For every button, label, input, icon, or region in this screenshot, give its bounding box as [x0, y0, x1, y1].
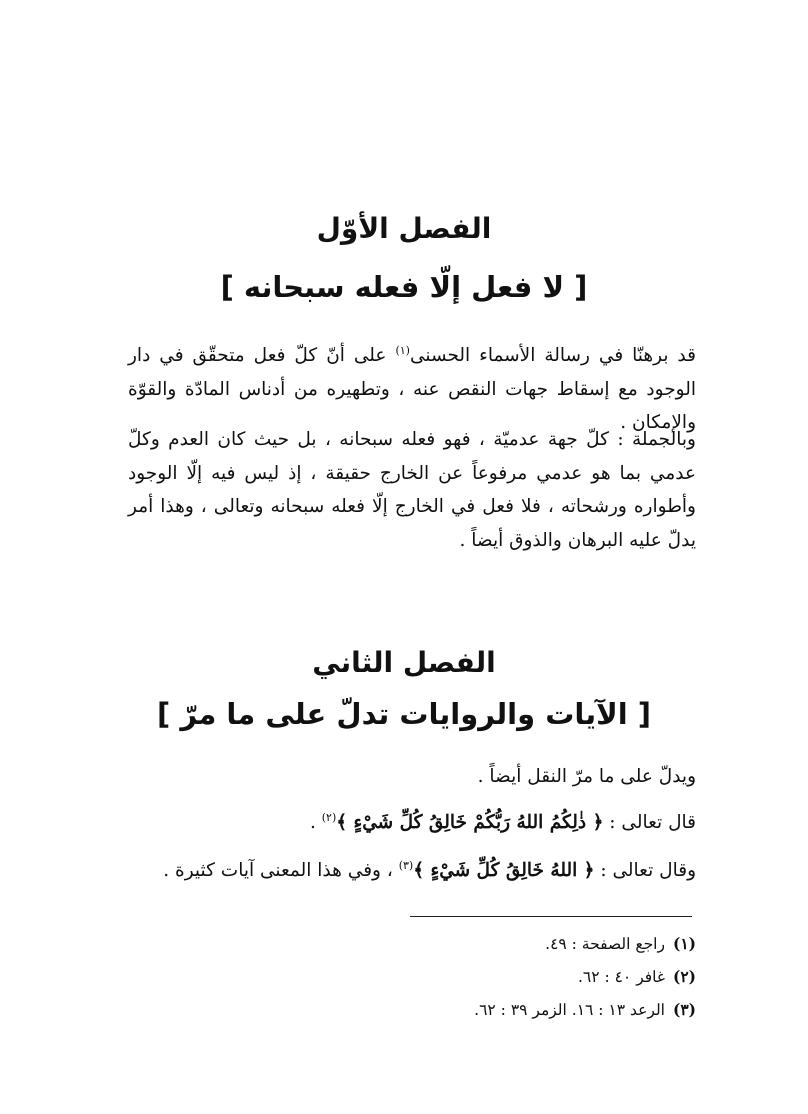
footnote-2 [578, 967, 696, 986]
footnote-ref-2: (٢) [321, 810, 337, 824]
quran-verse: ﴿ اللهُ خَالِقُ كُلِّ شَيْءٍ ﴾ [413, 860, 595, 881]
footnote-1 [545, 934, 696, 953]
chapter-1-paragraph-2: وبالجملة : كلّ جهة عدميّة ، فهو فعله سبحانه ، بل حيث كان العدم وكلّ عدمي بما هو عدمي مرفوعاً عن الخارج حقيقة ، إذ ليس فيه إلّا الوجود وأطواره ورشحاته ، فلا فعل في الخارج إلّا فعله سبحانه وتعالى ، وهذا أمر يدلّ عليه البرهان والذوق أيضاً . [128, 429, 696, 551]
chapter-2-line-2 [310, 812, 696, 833]
footnote-ref-3: (٣) [398, 858, 414, 872]
footnote-3 [474, 1000, 696, 1019]
footnote-divider [410, 916, 692, 917]
chapter-2-line-3 [163, 860, 696, 881]
footnote-text: غافر ٤٠ : ٦٢. [577, 968, 665, 986]
chapter-1-subtitle: [ لا فعل إلّا فعله سبحانه ] [220, 270, 588, 304]
line-text: . [309, 812, 322, 833]
line-text: قال تعالى : [603, 812, 696, 833]
chapter-2-line-1: ويدلّ على ما مرّ النقل أيضاً . [477, 766, 696, 787]
footnote-number: (٣) [672, 1000, 696, 1019]
line-text: وقال تعالى : [594, 860, 696, 881]
chapter-2-subtitle: [ الآيات والروايات تدلّ على ما مرّ ] [156, 697, 652, 731]
chapter-1-title: الفصل الأوّل [316, 212, 492, 245]
chapter-2-title: الفصل الثاني [312, 646, 496, 679]
paragraph-text: على أنّ كلّ فعل متحقّق في دار الوجود مع إسقاط جهات النقص عنه ، وتطهيره من أدناس المادّة والقوّة والإمكان . [128, 345, 696, 433]
footnote-text: الرعد ١٣ : ١٦. الزمر ٣٩ : ٦٢. [474, 1001, 665, 1019]
line-text: ، وفي هذا المعنى آيات كثيرة . [163, 860, 399, 881]
footnote-text: راجع الصفحة : ٤٩. [545, 935, 665, 953]
footnote-number: (١) [672, 934, 696, 953]
footnote-ref-1: (١) [395, 343, 410, 357]
paragraph-text: قد برهنّا في رسالة الأسماء الحسنى [409, 345, 696, 366]
footnote-number: (٢) [672, 967, 696, 986]
quran-verse: ﴿ ذٰلِكُمُ اللهُ رَبُّكُمْ خَالِقُ كُلِّ شَيْءٍ ﴾ [336, 812, 604, 833]
